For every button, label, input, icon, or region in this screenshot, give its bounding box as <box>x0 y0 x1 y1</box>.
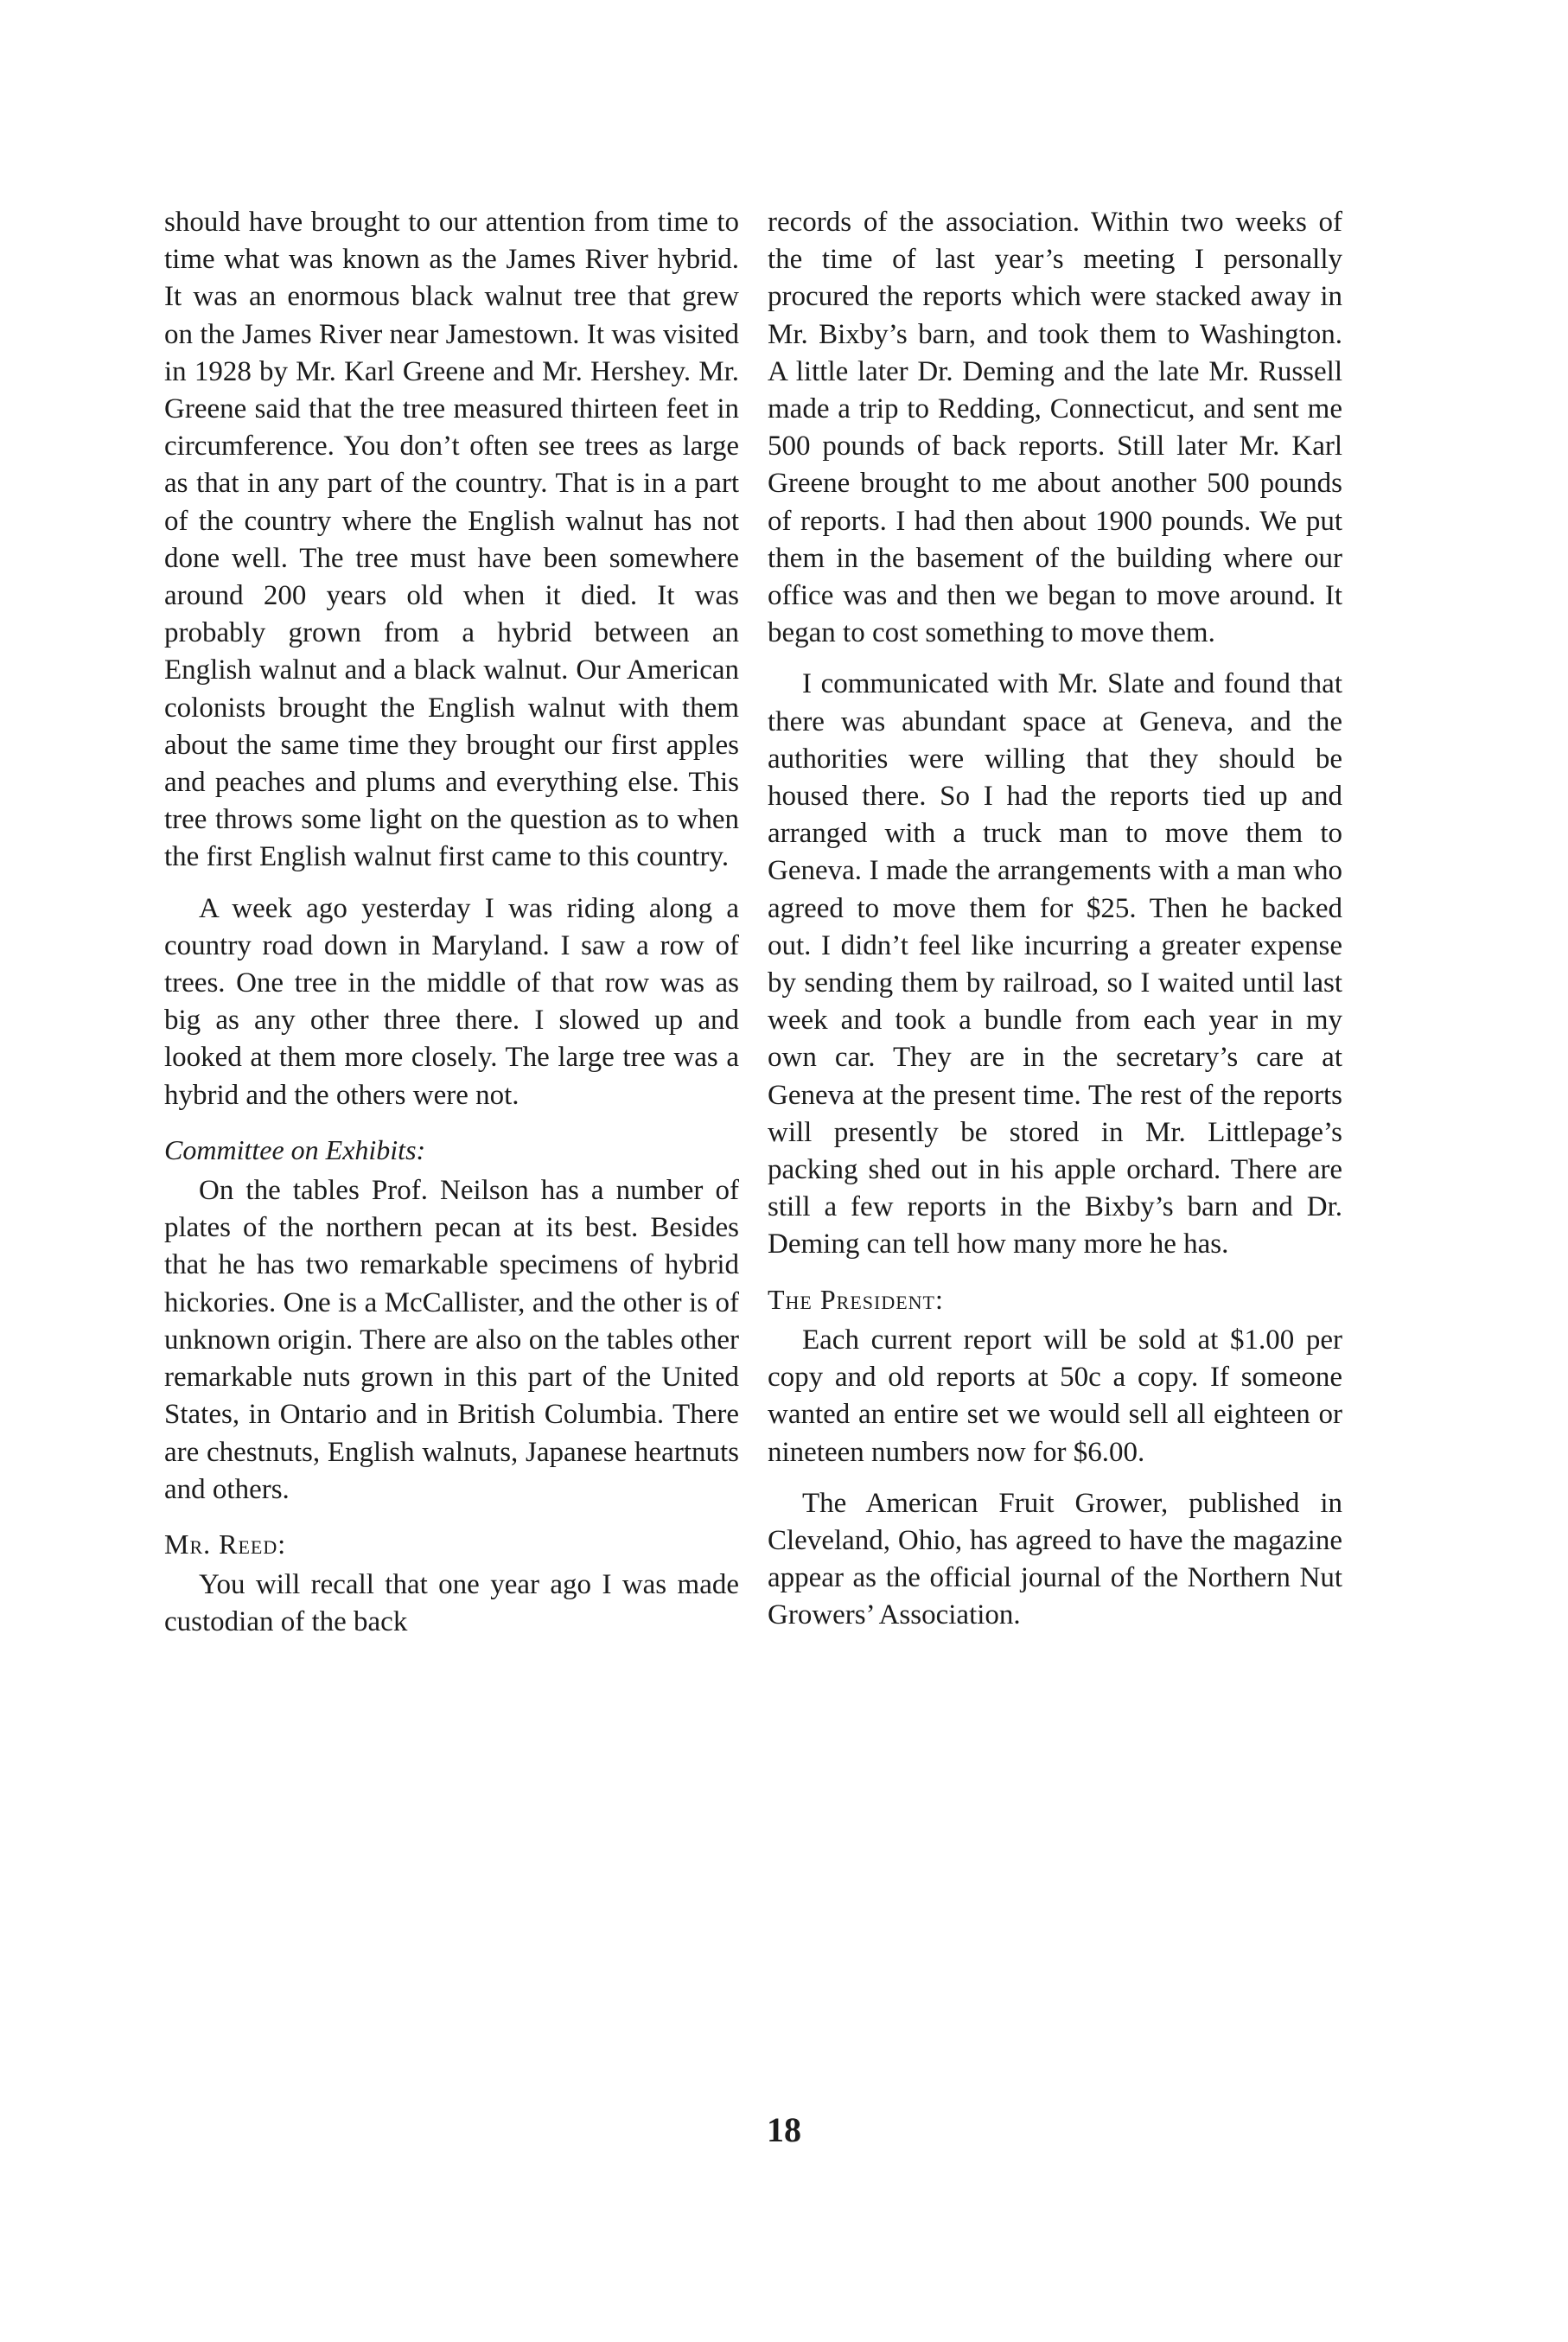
paragraph-reed-custodian: You will recall that one year ago I was made custodian of the back <box>164 1569 739 1638</box>
paragraph-report-prices: Each current report will be sold at $1.00 per copy and old reports at 50c a copy. If someone wanted an entire set we would sell all eighteen or nineteen numbers now for $6.00. <box>768 1324 1342 1468</box>
paragraph-maryland-trees: A week ago yesterday I was riding along a country road down in Maryland. I saw a row of trees. One tree in the middle of that row was as big as any other three there. I slowed up and looked at them more closely. The large tree was a hybrid and the others were not. <box>164 892 739 1111</box>
paragraph-geneva-storage: I communicated with Mr. Slate and found that there was abundant space at Geneva, and the authorities were willing that they should be housed there. So I had the reports tied up and arranged with a truck man to move them to Geneva. I made the arrangements with a man who agreed to move them for $25. Then he backed out. I didn’t feel like incurring a greater expense by sending them by railroad, so I waited until last week and took a bundle from each year in my own car. They are in the secretary’s care at Geneva at the present time. The rest of the reports will presently be stored in Mr. Littlepage’s packing shed out in his apple orchard. There are still a few reports in the Bixby’s barn and Dr. Deming can tell how many more he has. <box>768 668 1342 1260</box>
paragraph-exhibits: On the tables Prof. Neilson has a number of plates of the northern pecan at its best. Besides that he has two remarkable specimens of hybrid hickories. One is a McCallister, and the other is of unknown origin. There are also on the tables other remarkable nuts grown in this part of the United States, in Ontario and in British Columbia. There are chestnuts, English walnuts, Japanese heartnuts and others. <box>164 1175 739 1505</box>
right-column <box>768 204 1342 1649</box>
speaker-heading-committee-on-exhibits: Committee on Exhibits: <box>164 1133 426 1165</box>
left-column <box>164 204 739 1656</box>
speaker-heading-mr-reed: Mr. Reed: <box>164 1528 287 1560</box>
paragraph-official-journal: The American Fruit Grower, published in Cleveland, Ohio, has agreed to have the magazine appear as the official journal of the Northern Nut Growers’ Association. <box>768 1487 1342 1631</box>
page-number: 18 <box>767 2110 801 2149</box>
speaker-heading-the-president: The President: <box>768 1283 944 1315</box>
paragraph-back-records: records of the association. Within two weeks of the time of last year’s meeting I personally procured the reports which were stacked away in Mr. Bixby’s barn, and took them to Washington. A little later Dr. Deming and the late Mr. Russell made a trip to Redding, Connecticut, and sent me 500 pounds of back reports. Still later Mr. Karl Greene brought to me about another 500 pounds of reports. I had then about 1900 pounds. We put them in the basement of the building where our office was and then we began to move around. It began to cost something to move them. <box>768 207 1342 649</box>
paragraph-james-river-hybrid: should have brought to our attention from time to time what was known as the James River hybrid. It was an enormous black walnut tree that grew on the James River near Jamestown. It was visited in 1928 by Mr. Karl Greene and Mr. Hershey. Mr. Greene said that the tree measured thirteen feet in circumference. You don’t often see trees as large as that in any part of the country. That is in a part of the country where the English walnut has not done well. The tree must have been somewhere around 200 years old when it died. It was probably grown from a hybrid between an English walnut and a black walnut. Our American colonists brought the English walnut with them about the same time they brought our first apples and peaches and plums and everything else. This tree throws some light on the question as to when the first English walnut first came to this country. <box>164 207 739 873</box>
